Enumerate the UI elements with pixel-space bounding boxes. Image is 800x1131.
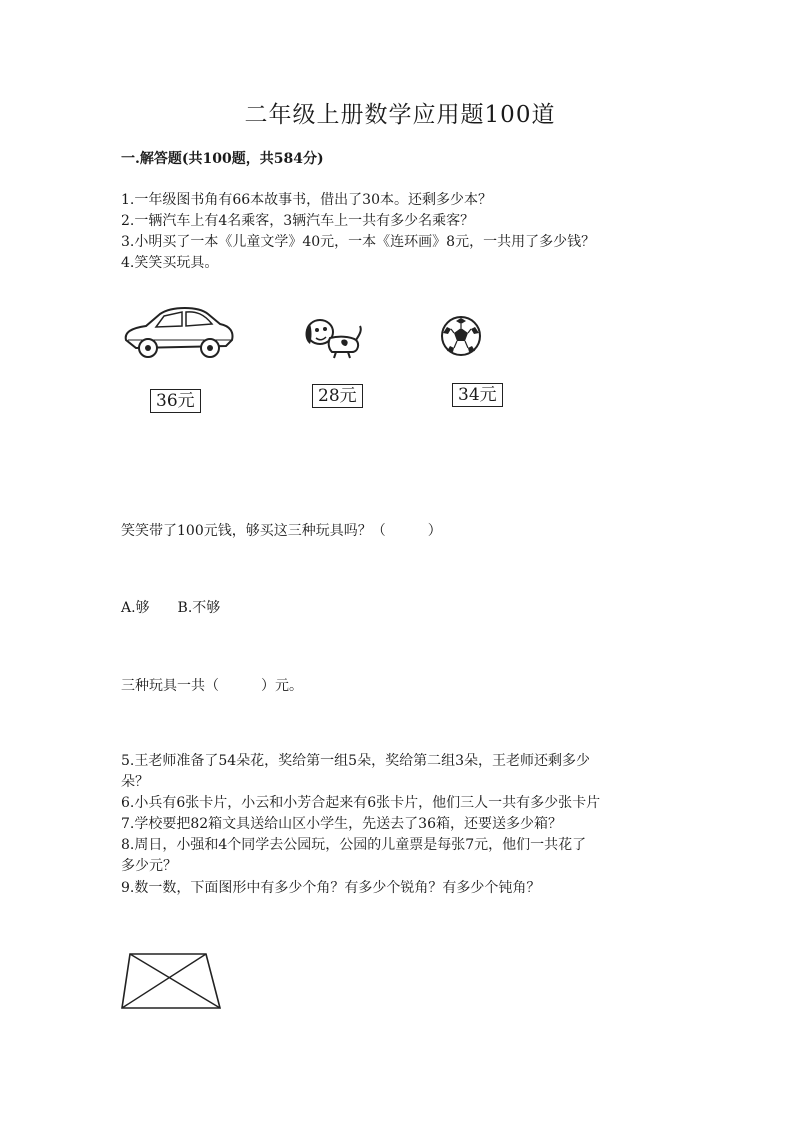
question-1: 1.一年级图书角有66本故事书，借出了30本。还剩多少本？ [121, 192, 492, 208]
question-4-total: 三种玩具一共（ ）元。 [121, 678, 303, 694]
question-7: 7.学校要把82箱文具送给山区小学生，先送去了36箱，还要送多少箱？ [121, 816, 562, 832]
page-title: 二年级上册数学应用题100道 [244, 102, 556, 128]
question-8-line-1: 8.周日，小强和4个同学去公园玩，公园的儿童票是每张7元，他们一共花了 [121, 837, 587, 853]
question-5-line-2: 朵？ [121, 774, 149, 790]
question-5-line-1: 5.王老师准备了54朵花，奖给第一组5朵，奖给第二组3朵，王老师还剩多少 [121, 753, 590, 769]
toy-dog-icon [302, 314, 364, 360]
price-tag-dog: 28元 [312, 384, 363, 408]
question-6: 6.小兵有6张卡片，小云和小芳合起来有6张卡片，他们三人一共有多少张卡片 [121, 795, 601, 811]
section-heading: 一.解答题(共100题，共584分) [121, 151, 324, 167]
question-2: 2.一辆汽车上有4名乘客，3辆汽车上一共有多少名乘客？ [121, 213, 475, 229]
soccer-ball-icon [440, 315, 482, 357]
toy-car-icon [120, 302, 238, 362]
question-4-ask: 笑笑带了100元钱，够买这三种玩具吗？（ ） [121, 523, 442, 539]
trapezoid-figure [118, 950, 224, 1014]
question-4: 4.笑笑买玩具。 [121, 255, 219, 271]
price-tag-car: 36元 [150, 389, 201, 413]
question-4-options: A.够 B.不够 [121, 600, 221, 616]
question-3: 3.小明买了一本《儿童文学》40元，一本《连环画》8元，一共用了多少钱？ [121, 234, 596, 250]
price-tag-ball: 34元 [452, 383, 503, 407]
question-9: 9.数一数，下面图形中有多少个角？有多少个锐角？有多少个钝角？ [121, 880, 541, 896]
question-8-line-2: 多少元？ [121, 858, 177, 874]
